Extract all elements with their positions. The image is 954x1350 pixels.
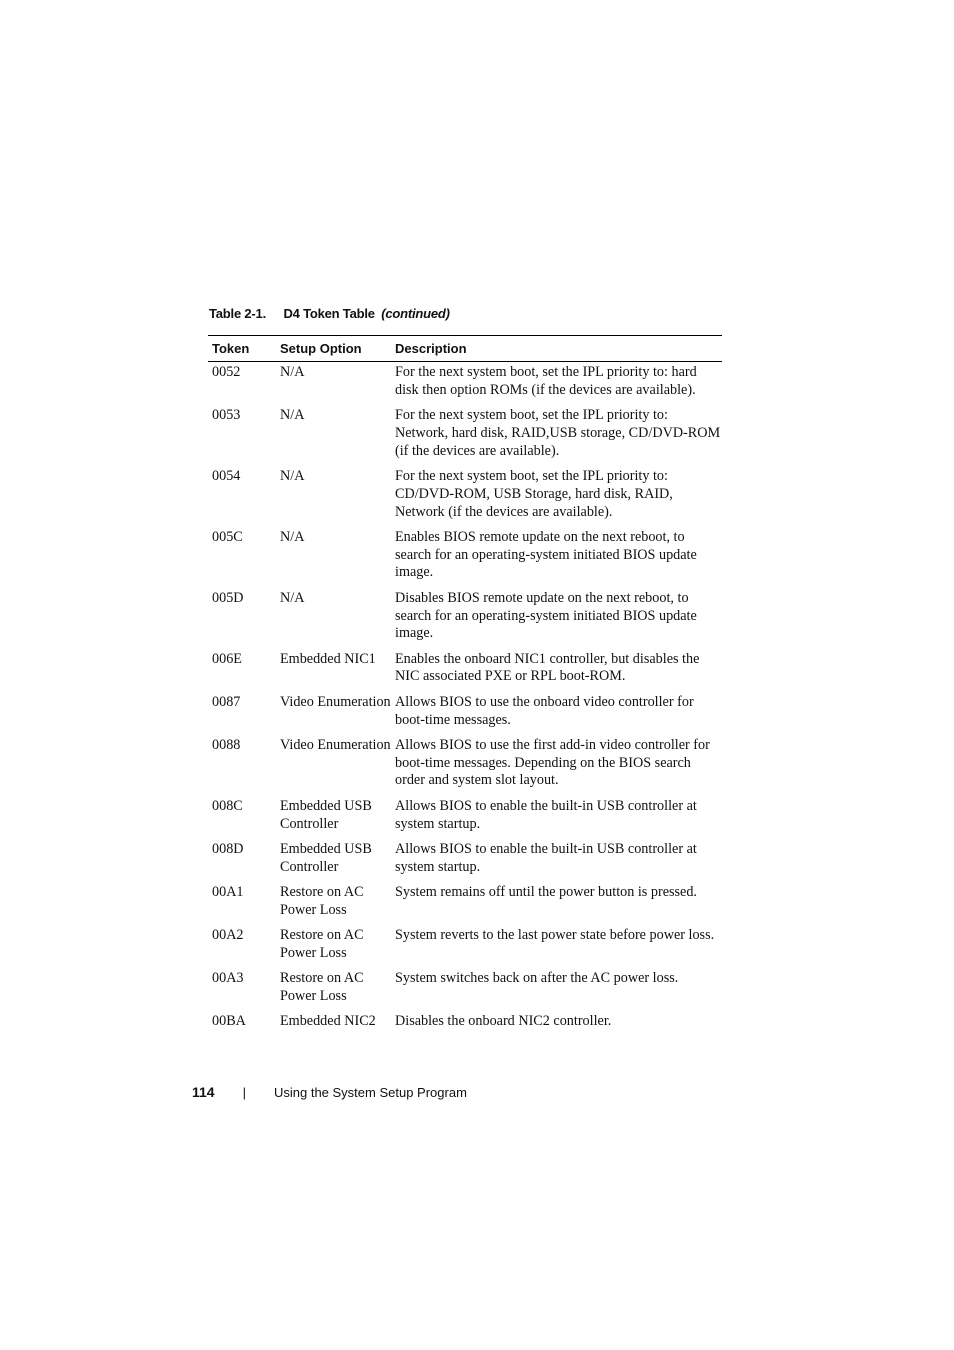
footer-separator: | xyxy=(242,1084,246,1100)
cell-token: 00A3 xyxy=(212,970,244,987)
cell-token: 005D xyxy=(212,589,244,606)
section-title: Using the System Setup Program xyxy=(273,1084,467,1100)
cell-setup-option: Embedded USB Controller xyxy=(280,840,372,875)
table-row xyxy=(208,651,722,687)
cell-description: Enables BIOS remote update on the next reboot, to search for an operating-system initiated BIOS update image. xyxy=(395,528,697,581)
cell-description: Allows BIOS to enable the built-in USB controller at system startup. xyxy=(395,797,697,832)
cell-token: 00A1 xyxy=(212,883,244,900)
cell-token: 0053 xyxy=(212,407,241,424)
header-description: Description xyxy=(395,341,467,356)
cell-token: 00A2 xyxy=(212,927,244,944)
table-row xyxy=(208,798,722,834)
cell-token: 008D xyxy=(212,840,244,857)
table-number: Table 2-1. xyxy=(209,306,267,321)
cell-setup-option: Restore on AC Power Loss xyxy=(280,927,364,961)
table-row xyxy=(208,927,722,963)
token-table xyxy=(208,335,722,1039)
cell-setup-option: Embedded NIC1 xyxy=(280,650,376,667)
cell-token: 0088 xyxy=(212,736,241,753)
cell-token: 0087 xyxy=(212,693,241,710)
table-caption xyxy=(209,306,450,321)
cell-token: 0054 xyxy=(212,467,241,484)
cell-setup-option: N/A xyxy=(280,467,305,484)
table-row xyxy=(208,694,722,730)
cell-description: Allows BIOS to use the first add-in video controller for boot-time messages. Depending on the BIOS search order and system slot layout. xyxy=(395,736,710,789)
table-row xyxy=(208,590,722,643)
cell-token: 005C xyxy=(212,528,243,545)
cell-setup-option: N/A xyxy=(280,407,305,424)
cell-setup-option: N/A xyxy=(280,528,305,545)
cell-setup-option: N/A xyxy=(280,589,305,606)
table-row xyxy=(208,1013,722,1031)
page-number: 114 xyxy=(192,1084,215,1100)
cell-description: Allows BIOS to enable the built-in USB controller at system startup. xyxy=(395,840,697,875)
cell-description: For the next system boot, set the IPL priority to: hard disk then option ROMs (if the devices are available). xyxy=(395,364,697,398)
table-row xyxy=(208,529,722,582)
cell-setup-option: Restore on AC Power Loss xyxy=(280,970,364,1004)
header-setup-option: Setup Option xyxy=(280,341,362,356)
cell-setup-option: Video Enumeration xyxy=(280,693,391,710)
table-continued-label: (continued) xyxy=(381,306,450,321)
cell-setup-option: Restore on AC Power Loss xyxy=(280,883,364,918)
table-row xyxy=(208,841,722,877)
page-footer xyxy=(192,1084,467,1100)
cell-token: 008C xyxy=(212,797,243,814)
cell-description: For the next system boot, set the IPL priority to: CD/DVD-ROM, USB Storage, hard disk, RAID, Network (if the devices are available). xyxy=(395,467,673,520)
table-row xyxy=(208,407,722,460)
cell-description: System switches back on after the AC power loss. xyxy=(395,970,679,987)
cell-description: Enables the onboard NIC1 controller, but disables the NIC associated PXE or RPL boot-ROM. xyxy=(395,650,700,685)
cell-token: 00BA xyxy=(212,1013,246,1030)
cell-description: For the next system boot, set the IPL priority to: Network, hard disk, RAID,USB storage, CD/DVD-ROM (if the devices are available). xyxy=(395,407,721,459)
table-header xyxy=(208,335,722,362)
table-body xyxy=(208,362,722,1031)
cell-description: Disables BIOS remote update on the next reboot, to search for an operating-system initiated BIOS update image. xyxy=(395,589,697,642)
table-row xyxy=(208,970,722,1006)
cell-description: System remains off until the power button is pressed. xyxy=(395,883,697,900)
cell-token: 0052 xyxy=(212,364,241,380)
table-row xyxy=(208,737,722,790)
cell-token: 006E xyxy=(212,650,242,667)
cell-setup-option: N/A xyxy=(280,364,305,380)
cell-setup-option: Embedded USB Controller xyxy=(280,797,372,832)
table-title: D4 Token Table xyxy=(283,306,375,321)
table-row xyxy=(208,884,722,920)
header-token: Token xyxy=(212,341,250,356)
table-row xyxy=(208,468,722,521)
cell-setup-option: Video Enumeration xyxy=(280,736,391,753)
table-row xyxy=(208,364,722,400)
cell-description: Allows BIOS to use the onboard video controller for boot-time messages. xyxy=(395,693,694,728)
cell-description: Disables the onboard NIC2 controller. xyxy=(395,1013,612,1030)
cell-setup-option: Embedded NIC2 xyxy=(280,1013,376,1030)
cell-description: System reverts to the last power state before power loss. xyxy=(395,927,715,944)
